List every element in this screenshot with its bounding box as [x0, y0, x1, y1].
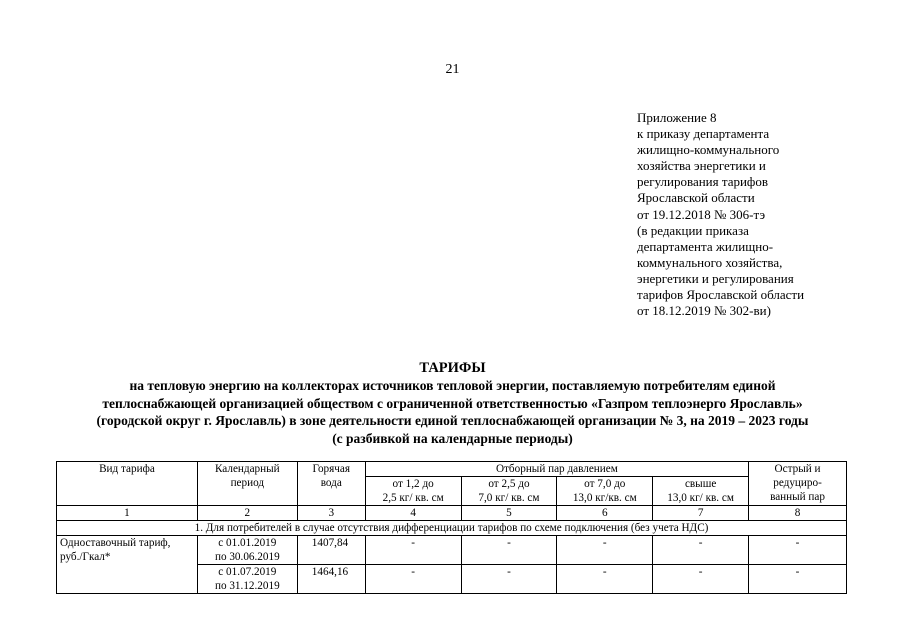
title-main: ТАРИФЫ: [419, 360, 486, 376]
appendix-line: коммунального хозяйства,: [637, 254, 783, 270]
header-tariff-type: Вид тарифа: [57, 462, 198, 506]
cell-line: с 01.07.2019: [218, 566, 277, 578]
cell-line: Одноставочный тариф,: [60, 537, 171, 549]
header-sharp-steam-line: ванный пар: [770, 491, 825, 503]
appendix-note: [637, 110, 877, 319]
header-steam-3: [557, 477, 653, 506]
document-title: [40, 360, 865, 447]
appendix-line: Приложение 8: [637, 110, 717, 125]
cell-value: -: [749, 565, 847, 594]
appendix-line: Ярославской области: [637, 190, 755, 206]
header-period: Календарный период: [197, 462, 297, 506]
header-line: 7,0 кг/ кв. см: [478, 492, 540, 504]
title-line: (городской округ г. Ярославль) в зоне деятельности единой теплоснабжающей организации № 3, на 2019 – 2023 годы: [96, 413, 809, 429]
header-steam-group: Отборный пар давлением: [365, 462, 748, 477]
appendix-line: регулирования тарифов: [637, 174, 768, 190]
cell-tariff-type: [57, 536, 198, 594]
cell-hot-water: 1407,84: [297, 536, 365, 565]
cell-line: по 31.12.2019: [214, 580, 280, 592]
cell-value: -: [365, 536, 461, 565]
appendix-line: энергетики и регулирования: [637, 270, 794, 286]
column-number: 8: [749, 506, 847, 521]
cell-value: -: [557, 565, 653, 594]
column-number: 1: [57, 506, 198, 521]
column-number: 5: [461, 506, 557, 521]
header-steam-4: [653, 477, 749, 506]
cell-hot-water: 1464,16: [297, 565, 365, 594]
cell-line: по 30.06.2019: [214, 551, 280, 563]
cell-value: -: [461, 565, 557, 594]
header-line: свыше: [684, 478, 717, 490]
header-steam-2: [461, 477, 557, 506]
page-number: 21: [445, 62, 460, 77]
tariff-table: [56, 461, 847, 594]
appendix-line: жилищно-коммунального: [637, 142, 780, 158]
cell-value: -: [557, 536, 653, 565]
section-row: [57, 521, 847, 536]
column-number: 3: [297, 506, 365, 521]
column-number-row: [57, 506, 847, 521]
title-line: (с разбивкой на календарные периоды): [332, 430, 573, 446]
cell-value: -: [653, 565, 749, 594]
header-steam-1: [365, 477, 461, 506]
header-line: от 7,0 до: [584, 478, 626, 490]
cell-value: -: [365, 565, 461, 594]
appendix-line: (в редакции приказа: [637, 222, 749, 238]
column-number: 2: [197, 506, 297, 521]
appendix-line: хозяйства энергетики и: [637, 158, 766, 174]
column-number: 4: [365, 506, 461, 521]
title-line: на тепловую энергию на коллекторах источников тепловой энергии, поставляемую потребителям единой: [129, 378, 776, 394]
section-title: 1. Для потребителей в случае отсутствия дифференциации тарифов по схеме подключения (без учета НДС): [57, 521, 847, 536]
cell-line: с 01.01.2019: [218, 537, 277, 549]
cell-period: [197, 536, 297, 565]
header-line: от 2,5 до: [488, 478, 530, 490]
appendix-line: департамента жилищно-: [637, 238, 774, 254]
table-header-row: [57, 462, 847, 477]
cell-value: -: [461, 536, 557, 565]
appendix-line: от 19.12.2018 № 306-тэ: [637, 206, 766, 222]
header-sharp-steam: [749, 462, 847, 506]
header-line: 13,0 кг/кв. см: [572, 492, 637, 504]
header-line: от 1,2 до: [392, 478, 434, 490]
appendix-line: тарифов Ярославской области: [637, 287, 805, 303]
header-line: 2,5 кг/ кв. см: [382, 492, 444, 504]
cell-period: [197, 565, 297, 594]
appendix-line: от 18.12.2019 № 302-ви): [637, 303, 771, 319]
header-hot-water: Горячая вода: [297, 462, 365, 506]
cell-value: -: [749, 536, 847, 565]
title-line: теплоснабжающей организацией обществом с ограниченной ответственностью «Газпром теплоэнерго Ярославль»: [102, 395, 803, 411]
column-number: 7: [653, 506, 749, 521]
cell-line: руб./Гкал*: [60, 551, 111, 563]
column-number: 6: [557, 506, 653, 521]
table-row: [57, 536, 847, 565]
header-line: 13,0 кг/ кв. см: [667, 492, 734, 504]
cell-value: -: [653, 536, 749, 565]
header-sharp-steam-line: Острый и: [774, 463, 821, 475]
appendix-line: к приказу департамента: [637, 126, 770, 142]
header-sharp-steam-line: редуциро-: [773, 477, 822, 489]
